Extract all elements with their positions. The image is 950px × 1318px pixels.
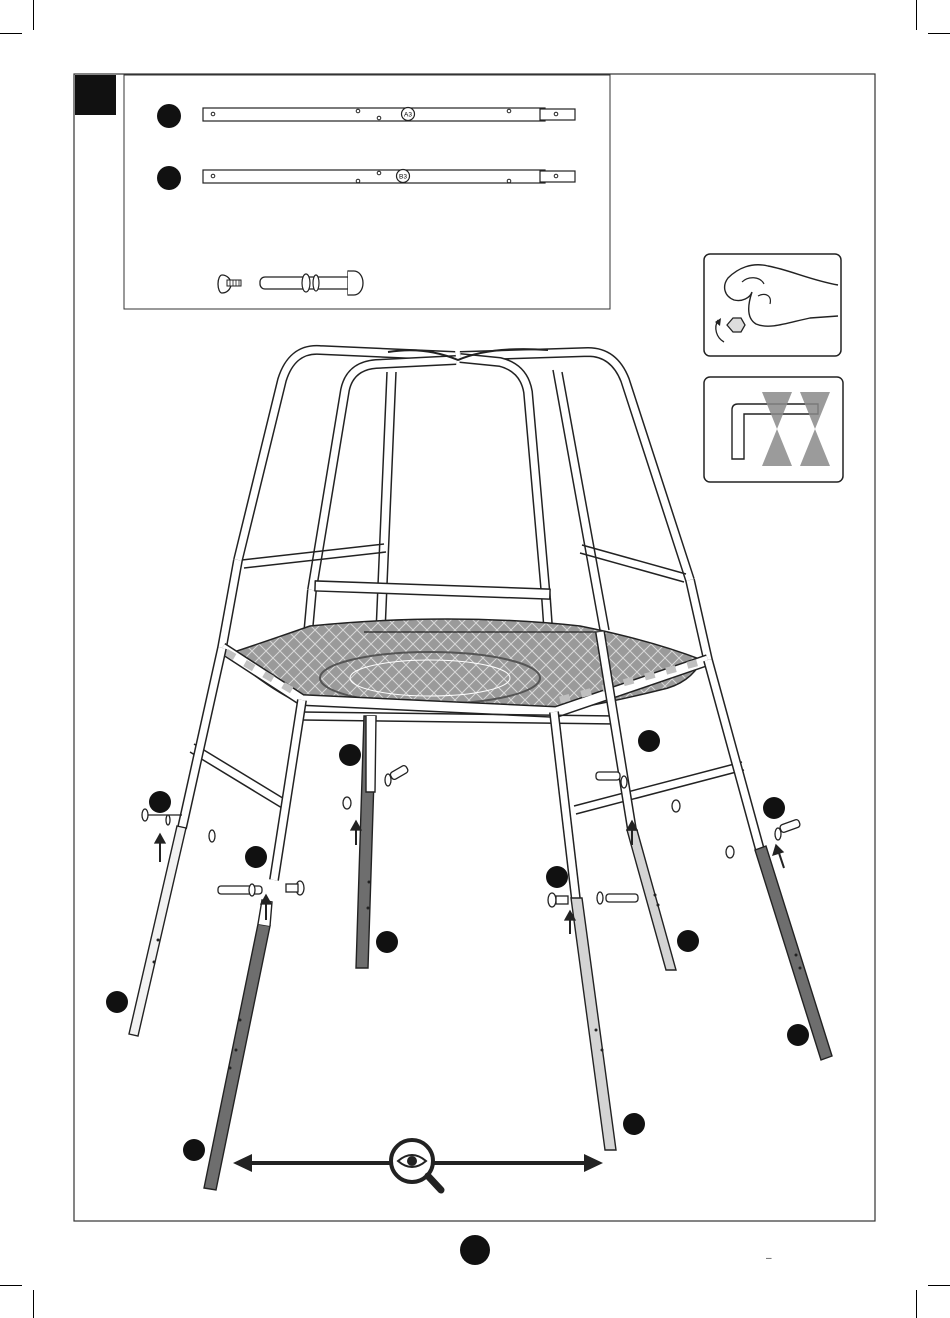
- part-badge: [149, 791, 171, 813]
- eye-magnifier-icon: [391, 1140, 441, 1190]
- part-badge: [763, 797, 785, 819]
- part-badge: [376, 931, 398, 953]
- tube-code-label: A3: [404, 111, 412, 119]
- part-badge: [183, 1139, 205, 1161]
- tube-code-label: B3: [399, 173, 407, 181]
- leg-light: [129, 826, 186, 1036]
- hand-tighten-panel: [704, 254, 841, 356]
- bolt-callouts: [142, 765, 801, 934]
- arrow-right-icon: [584, 1154, 603, 1172]
- part-badge: [546, 866, 568, 888]
- footer-small-mark: –: [766, 1253, 772, 1264]
- part-badge: [339, 744, 361, 766]
- leg-dark: [204, 924, 270, 1190]
- part-badge: [677, 930, 699, 952]
- parts-box: [124, 75, 610, 309]
- part-number-badge: [157, 166, 181, 190]
- part-number-badge: [157, 104, 181, 128]
- check-distance-indicator: [233, 1140, 603, 1190]
- part-badge: [623, 1113, 645, 1135]
- leg-mid: [571, 898, 616, 1150]
- part-number-badges: [106, 730, 809, 1161]
- step-number-badge: [75, 75, 116, 115]
- arrow-left-icon: [233, 1154, 252, 1172]
- part-badge: [787, 1024, 809, 1046]
- part-badge: [638, 730, 660, 752]
- part-badge: [106, 991, 128, 1013]
- frame-structure: [190, 349, 744, 814]
- page-number-badge: [460, 1235, 490, 1265]
- part-badge: [245, 846, 267, 868]
- lower-legs: [129, 632, 832, 1190]
- no-hex-key-panel: [704, 377, 843, 482]
